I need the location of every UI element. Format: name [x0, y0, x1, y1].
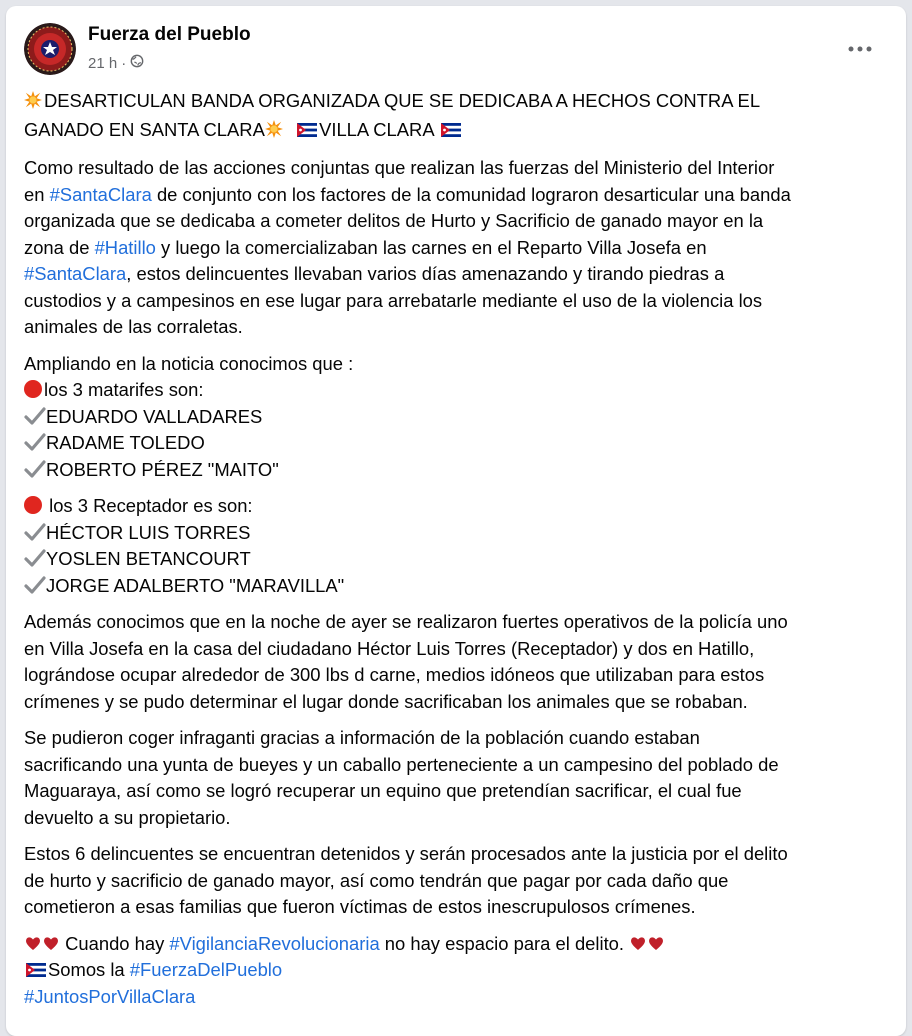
red-roses-icon — [629, 933, 647, 951]
paragraph-4: Además conocimos que en la noche de ayer se realizaron fuertes operativos de la policía uno en Villa Josefa en la casa del ciudadano Héctor Luis Torres (Receptador) y dos en Hatillo, lográndose ocupar alrededor de 300 lbs d carne, medios idóneos que utilizaban para estos crímenes y se pudo determinar el lugar donde sacrificaban los animales que se robaban. — [24, 611, 788, 712]
paragraph-7: Cuando hay #VigilanciaRevolucionaria no hay espacio para el delito. Somos la #FuerzaDelPueblo #JuntosPorVillaClara — [24, 931, 894, 1011]
paragraph-3: los 3 Receptador es son: HÉCTOR LUIS TORRES YOSLEN BETANCOURT JORGE ADALBERTO "MARAVILLA" — [24, 493, 894, 599]
more-options-icon — [848, 46, 872, 52]
cuba-flag-icon — [26, 958, 46, 972]
list-item: YOSLEN BETANCOURT — [24, 546, 894, 573]
red-roses-icon — [647, 933, 665, 951]
globe-icon — [130, 54, 144, 72]
list-item: ROBERTO PÉREZ "MAITO" — [24, 457, 894, 484]
post-header — [24, 21, 886, 81]
paragraph-6: Estos 6 delincuentes se encuentran detenidos y serán procesados ante la justicia por el delito de hurto y sacrificio de ganado mayor, así como tendrán que pagar por cada daño que cometieron a esas familias que fueron víctimas de estos inescrupulosos crímenes. — [24, 843, 788, 917]
post-body — [24, 88, 894, 1020]
hashtag-link[interactable]: #SantaClara — [24, 263, 127, 284]
hashtag-link[interactable]: #FuerzaDelPueblo — [129, 959, 283, 980]
post-meta — [88, 54, 144, 72]
list-item: JORGE ADALBERTO "MARAVILLA" — [24, 573, 894, 600]
check-mark-icon — [24, 575, 46, 593]
post-title: DESARTICULAN BANDA ORGANIZADA QUE SE DEDICABA A HECHOS CONTRA EL GANADO EN SANTA CLARA VILLA CLARA — [24, 88, 894, 145]
paragraph-2: Ampliando en la noticia conocimos que : los 3 matarifes son: EDUARDO VALLADARES RADAME TOLEDO ROBERTO PÉREZ "MAITO" — [24, 351, 894, 484]
red-roses-icon — [24, 933, 42, 951]
check-mark-icon — [24, 406, 46, 424]
post-card — [6, 6, 906, 1036]
hashtag-link[interactable]: #VigilanciaRevolucionaria — [169, 932, 380, 954]
list-item: RADAME TOLEDO — [24, 430, 894, 457]
cuba-flag-icon — [441, 118, 461, 132]
page-avatar[interactable] — [24, 23, 76, 75]
collision-emoji-icon — [24, 90, 42, 117]
hashtag-link[interactable]: #Hatillo — [94, 236, 156, 258]
paragraph-5: Se pudieron coger infraganti gracias a información de la población cuando estaban sacrificando una yunta de bueyes y un caballo perteneciente a un campesino del poblado de Maguaraya, así como se logró recuperar un equino que pretendían sacrificar, el cual fue devuelto a su propietario. — [24, 727, 779, 828]
page-logo-icon — [24, 23, 76, 75]
list-item: EDUARDO VALLADARES — [24, 404, 894, 431]
list-item: HÉCTOR LUIS TORRES — [24, 520, 894, 547]
collision-emoji-icon — [265, 119, 283, 146]
check-mark-icon — [24, 432, 46, 450]
check-mark-icon — [24, 548, 46, 566]
cuba-flag-icon — [297, 118, 317, 132]
post-time[interactable]: 21 h — [88, 54, 118, 72]
meta-separator: · — [121, 54, 127, 72]
stop-sign-icon — [24, 496, 42, 514]
check-mark-icon — [24, 459, 46, 477]
stop-sign-icon — [24, 380, 42, 398]
red-roses-icon — [42, 933, 60, 951]
paragraph-1: Como resultado de las acciones conjuntas que realizan las fuerzas del Ministerio del Interior en #SantaClara de conjunto con los factores de la comunidad lograron desarticular una banda organizada que se dedicaba a cometer delitos de Hurto y Sacrificio de ganado mayor en la zona de #Hatillo y luego la comercializaban las carnes en el Reparto Villa Josefa en #SantaClara, estos delincuentes llevaban varios días amenazando y tirando piedras a custodios y a campesinos en ese lugar para arrebatarle mediante el uso de la violencia los animales de las corraletas. — [24, 157, 791, 337]
hashtag-link[interactable]: #JuntosPorVillaClara — [24, 985, 196, 1007]
author-name[interactable]: Fuerza del Pueblo — [88, 24, 251, 45]
more-options-button[interactable] — [842, 35, 878, 63]
check-mark-icon — [24, 522, 46, 540]
hashtag-link[interactable]: #SantaClara — [49, 183, 152, 205]
